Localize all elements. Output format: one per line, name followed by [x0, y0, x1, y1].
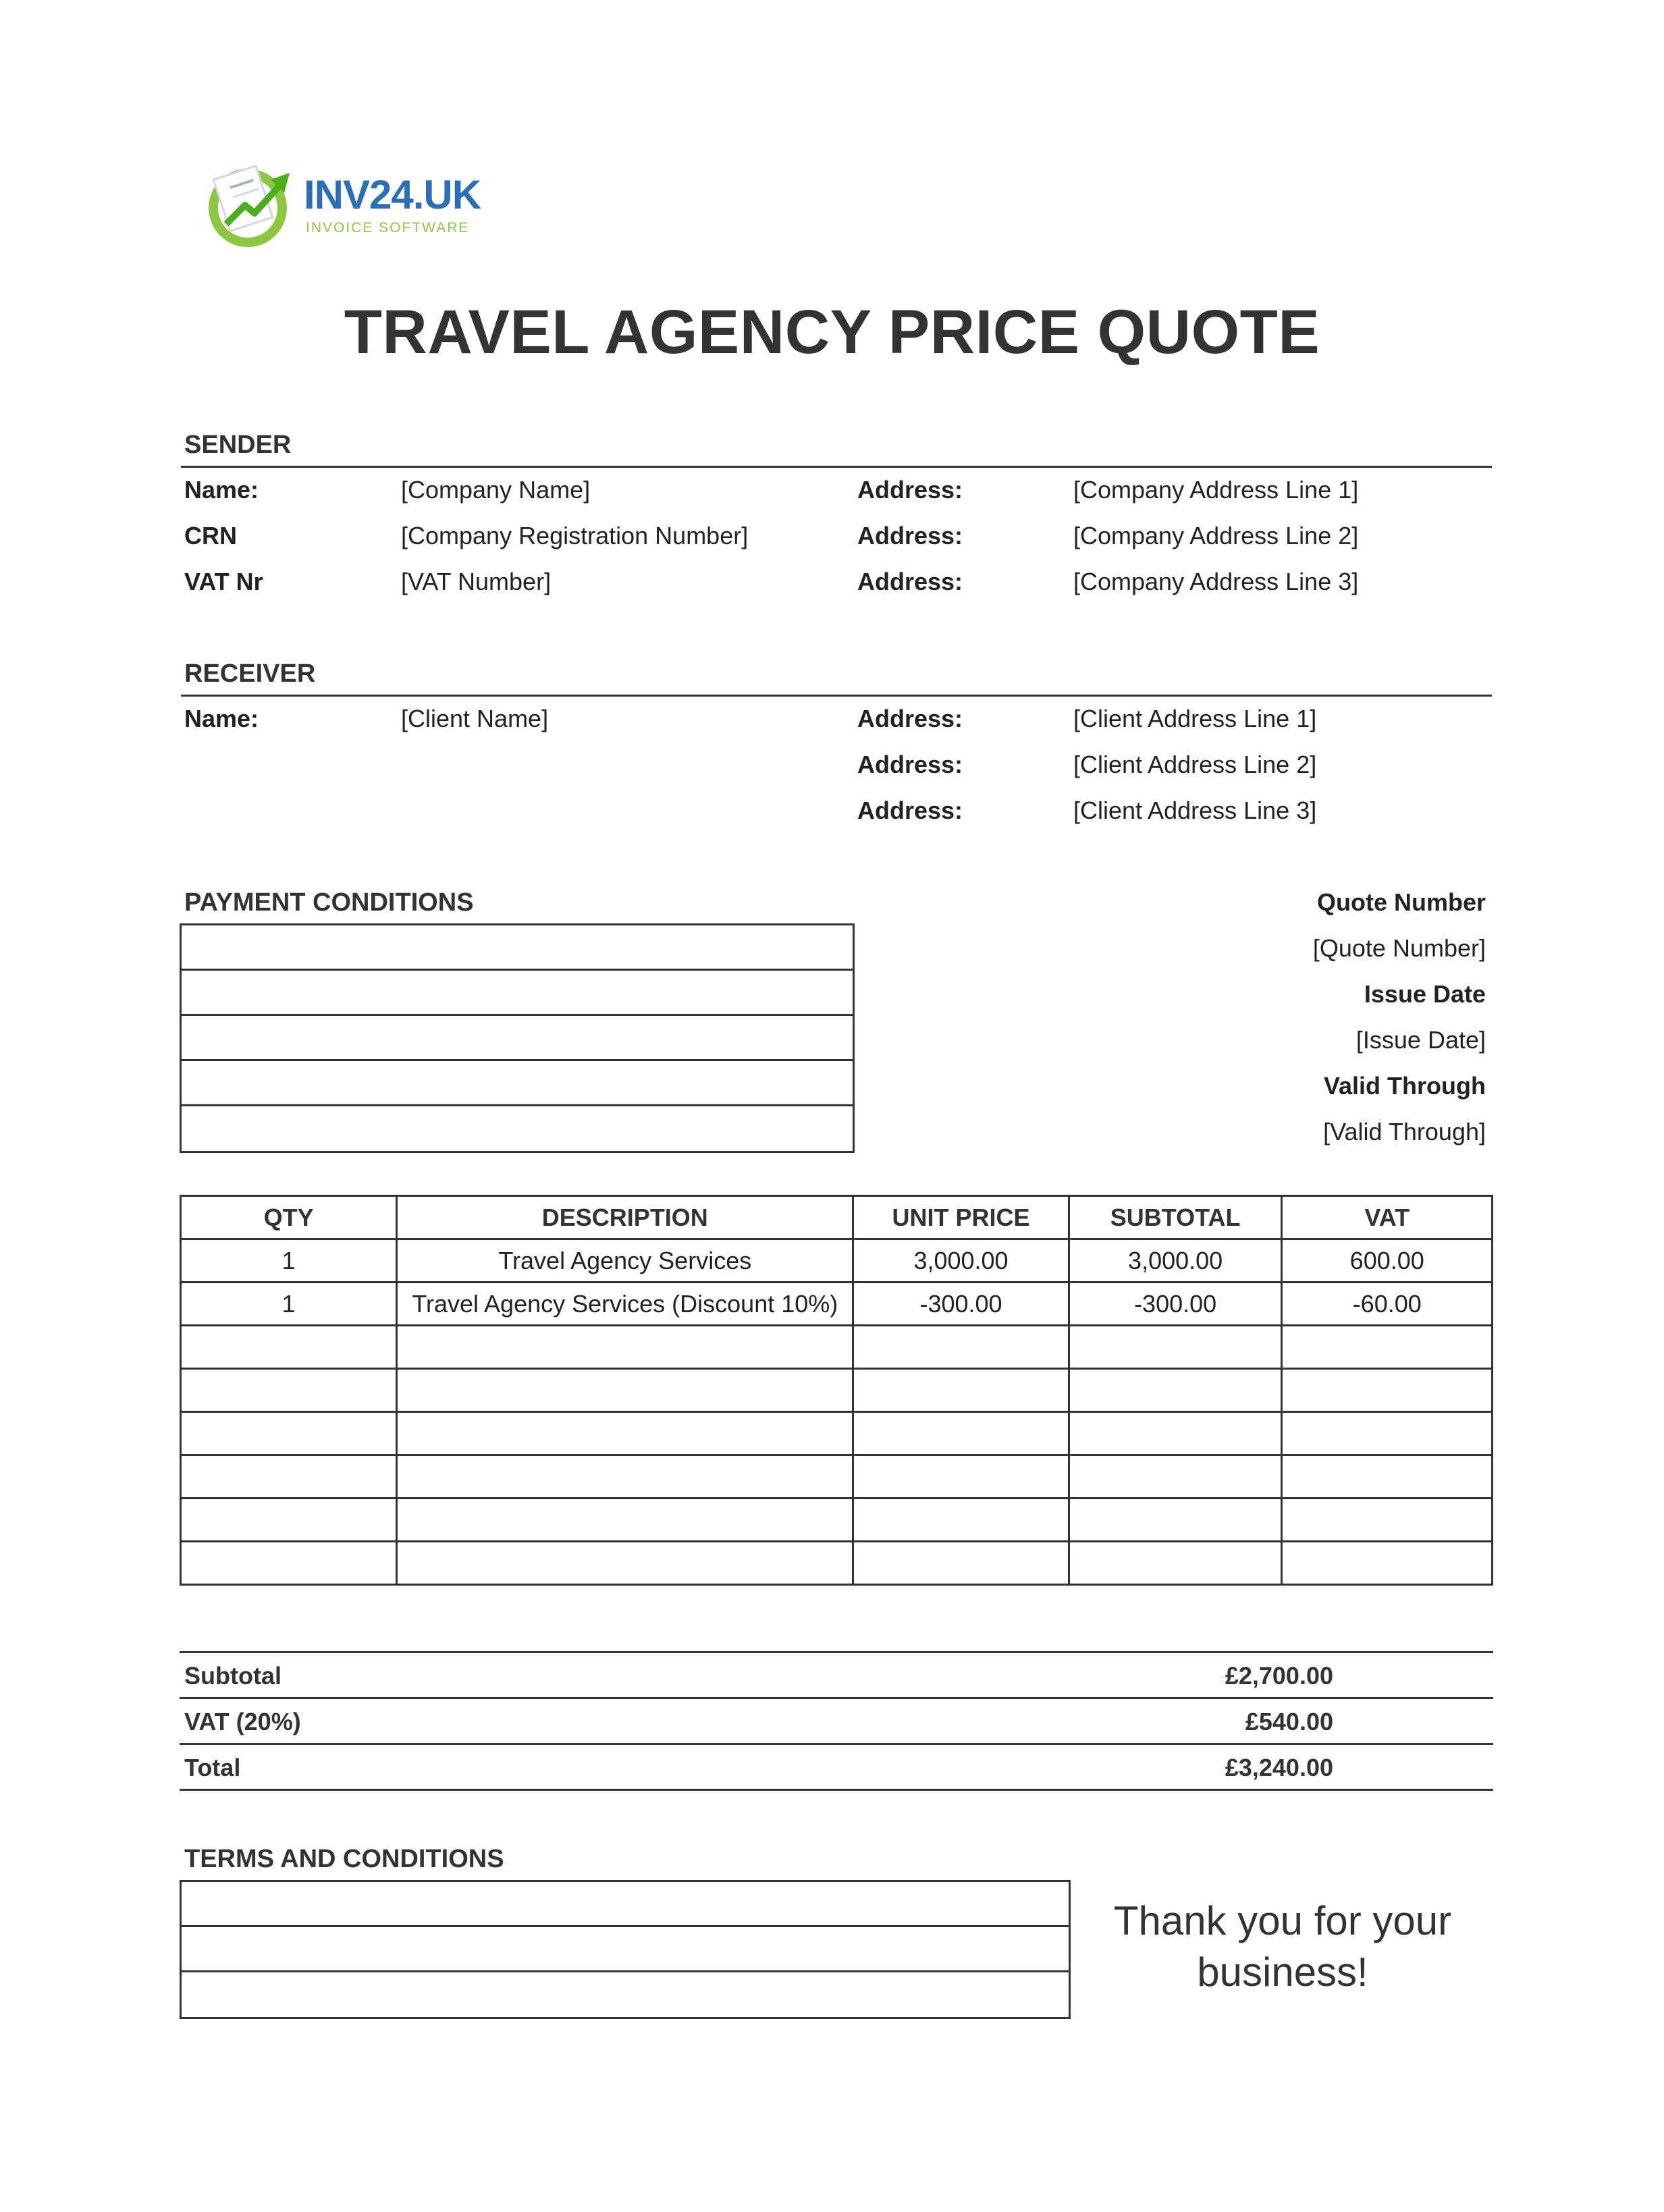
vat-cell[interactable] [1282, 1455, 1493, 1499]
receiver-name-value: [Client Name] [401, 705, 549, 732]
qty-cell[interactable] [181, 1499, 397, 1542]
column-header-unit-price: UNIT PRICE [853, 1196, 1069, 1239]
subtotal-cell[interactable] [1069, 1326, 1282, 1369]
sender-vat-label: VAT Nr [184, 568, 263, 595]
terms-row[interactable] [182, 1882, 1069, 1927]
description-cell[interactable]: Travel Agency Services (Discount 10%) [397, 1283, 853, 1326]
payment-conditions-row[interactable] [182, 1016, 853, 1061]
column-header-subtotal: SUBTOTAL [1069, 1196, 1282, 1239]
unit-price-cell[interactable]: -300.00 [853, 1283, 1069, 1326]
qty-cell[interactable] [181, 1326, 397, 1369]
terms-conditions-box[interactable] [180, 1880, 1071, 2019]
quote-number-label: Quote Number [1316, 888, 1486, 916]
payment-conditions-heading: PAYMENT CONDITIONS [184, 888, 474, 917]
thank-you-line-2: business! [1197, 1949, 1368, 1995]
sender-address-line-2: [Company Address Line 2] [1073, 522, 1359, 549]
receiver-address-label-1: Address: [857, 705, 963, 732]
totals-divider [180, 1697, 1493, 1699]
sender-address-label-3: Address: [857, 568, 963, 595]
valid-through-label: Valid Through [1324, 1072, 1486, 1100]
qty-cell[interactable]: 1 [181, 1283, 397, 1326]
unit-price-cell[interactable] [853, 1455, 1069, 1499]
unit-price-cell[interactable] [853, 1412, 1069, 1455]
total-value: £3,240.00 [1225, 1754, 1333, 1781]
subtotal-cell[interactable] [1069, 1499, 1282, 1542]
valid-through-value: [Valid Through] [1323, 1118, 1486, 1145]
table-row [181, 1239, 1493, 1283]
totals-top-divider [180, 1651, 1493, 1653]
terms-heading: TERMS AND CONDITIONS [184, 1845, 504, 1873]
payment-conditions-row[interactable] [182, 925, 853, 971]
receiver-heading: RECEIVER [184, 659, 316, 688]
subtotal-value: £2,700.00 [1225, 1662, 1333, 1690]
sender-heading: SENDER [184, 431, 292, 459]
payment-conditions-row[interactable] [182, 1061, 853, 1106]
receiver-address-line-2: [Client Address Line 2] [1073, 751, 1317, 778]
table-row [181, 1369, 1493, 1412]
vat-cell[interactable]: -60.00 [1282, 1283, 1493, 1326]
invoice-logo-icon [206, 157, 300, 251]
payment-conditions-box[interactable] [180, 923, 855, 1153]
sender-divider [181, 466, 1492, 468]
receiver-address-label-3: Address: [857, 797, 963, 824]
unit-price-cell[interactable] [853, 1369, 1069, 1412]
line-items-table [180, 1195, 1493, 1586]
qty-cell[interactable] [181, 1455, 397, 1499]
issue-date-value: [Issue Date] [1356, 1026, 1486, 1054]
table-row [181, 1326, 1493, 1369]
logo-wordmark: INV24.UK [304, 172, 481, 217]
qty-cell[interactable]: 1 [181, 1239, 397, 1283]
subtotal-cell[interactable] [1069, 1412, 1282, 1455]
vat-cell[interactable]: 600.00 [1282, 1239, 1493, 1283]
column-header-qty: QTY [181, 1196, 397, 1239]
qty-cell[interactable] [181, 1542, 397, 1585]
vat-cell[interactable] [1282, 1542, 1493, 1585]
sender-vat-value: [VAT Number] [401, 568, 552, 595]
vat-cell[interactable] [1282, 1499, 1493, 1542]
table-row [181, 1283, 1493, 1326]
sender-name-value: [Company Name] [401, 476, 591, 504]
thank-you-line-1: Thank you for your [1113, 1898, 1452, 1943]
vat-total-label: VAT (20%) [184, 1708, 301, 1735]
vat-cell[interactable] [1282, 1326, 1493, 1369]
sender-address-label-1: Address: [857, 476, 963, 504]
subtotal-cell[interactable]: 3,000.00 [1069, 1239, 1282, 1283]
issue-date-label: Issue Date [1364, 980, 1486, 1008]
vat-total-value: £540.00 [1245, 1708, 1333, 1735]
unit-price-cell[interactable] [853, 1499, 1069, 1542]
sender-crn-label: CRN [184, 522, 237, 549]
sender-address-label-2: Address: [857, 522, 963, 549]
payment-conditions-row[interactable] [182, 1106, 853, 1151]
description-cell[interactable] [397, 1499, 853, 1542]
description-cell[interactable] [397, 1369, 853, 1412]
company-logo [206, 157, 489, 251]
totals-bottom-divider [180, 1789, 1493, 1791]
subtotal-cell[interactable] [1069, 1369, 1282, 1412]
description-cell[interactable] [397, 1455, 853, 1499]
description-cell[interactable]: Travel Agency Services [397, 1239, 853, 1283]
vat-cell[interactable] [1282, 1369, 1493, 1412]
document-title: TRAVEL AGENCY PRICE QUOTE [344, 298, 1320, 367]
total-label: Total [184, 1754, 241, 1781]
subtotal-cell[interactable] [1069, 1455, 1282, 1499]
description-cell[interactable] [397, 1412, 853, 1455]
totals-divider [180, 1743, 1493, 1745]
subtotal-cell[interactable] [1069, 1542, 1282, 1585]
qty-cell[interactable] [181, 1369, 397, 1412]
table-row [181, 1499, 1493, 1542]
table-header-row [181, 1196, 1493, 1239]
terms-row[interactable] [182, 1927, 1069, 1972]
column-header-vat: VAT [1282, 1196, 1493, 1239]
unit-price-cell[interactable]: 3,000.00 [853, 1239, 1069, 1283]
table-row [181, 1542, 1493, 1585]
table-row [181, 1455, 1493, 1499]
unit-price-cell[interactable] [853, 1326, 1069, 1369]
sender-name-label: Name: [184, 476, 259, 504]
receiver-name-label: Name: [184, 705, 259, 732]
quote-number-value: [Quote Number] [1312, 934, 1486, 962]
description-cell[interactable] [397, 1326, 853, 1369]
vat-cell[interactable] [1282, 1412, 1493, 1455]
receiver-address-label-2: Address: [857, 751, 963, 778]
receiver-address-line-1: [Client Address Line 1] [1073, 705, 1317, 732]
terms-row[interactable] [182, 1972, 1069, 2017]
column-header-description: DESCRIPTION [397, 1196, 853, 1239]
table-row [181, 1412, 1493, 1455]
thank-you-message [1080, 1895, 1485, 1998]
logo-tagline: INVOICE SOFTWARE [306, 220, 470, 236]
unit-price-cell[interactable] [853, 1542, 1069, 1585]
receiver-divider [181, 695, 1492, 697]
receiver-address-line-3: [Client Address Line 3] [1073, 797, 1317, 824]
payment-conditions-row[interactable] [182, 971, 853, 1016]
description-cell[interactable] [397, 1542, 853, 1585]
qty-cell[interactable] [181, 1412, 397, 1455]
sender-address-line-1: [Company Address Line 1] [1073, 476, 1359, 504]
sender-address-line-3: [Company Address Line 3] [1073, 568, 1359, 595]
subtotal-label: Subtotal [184, 1662, 281, 1690]
subtotal-cell[interactable]: -300.00 [1069, 1283, 1282, 1326]
sender-crn-value: [Company Registration Number] [401, 522, 749, 549]
